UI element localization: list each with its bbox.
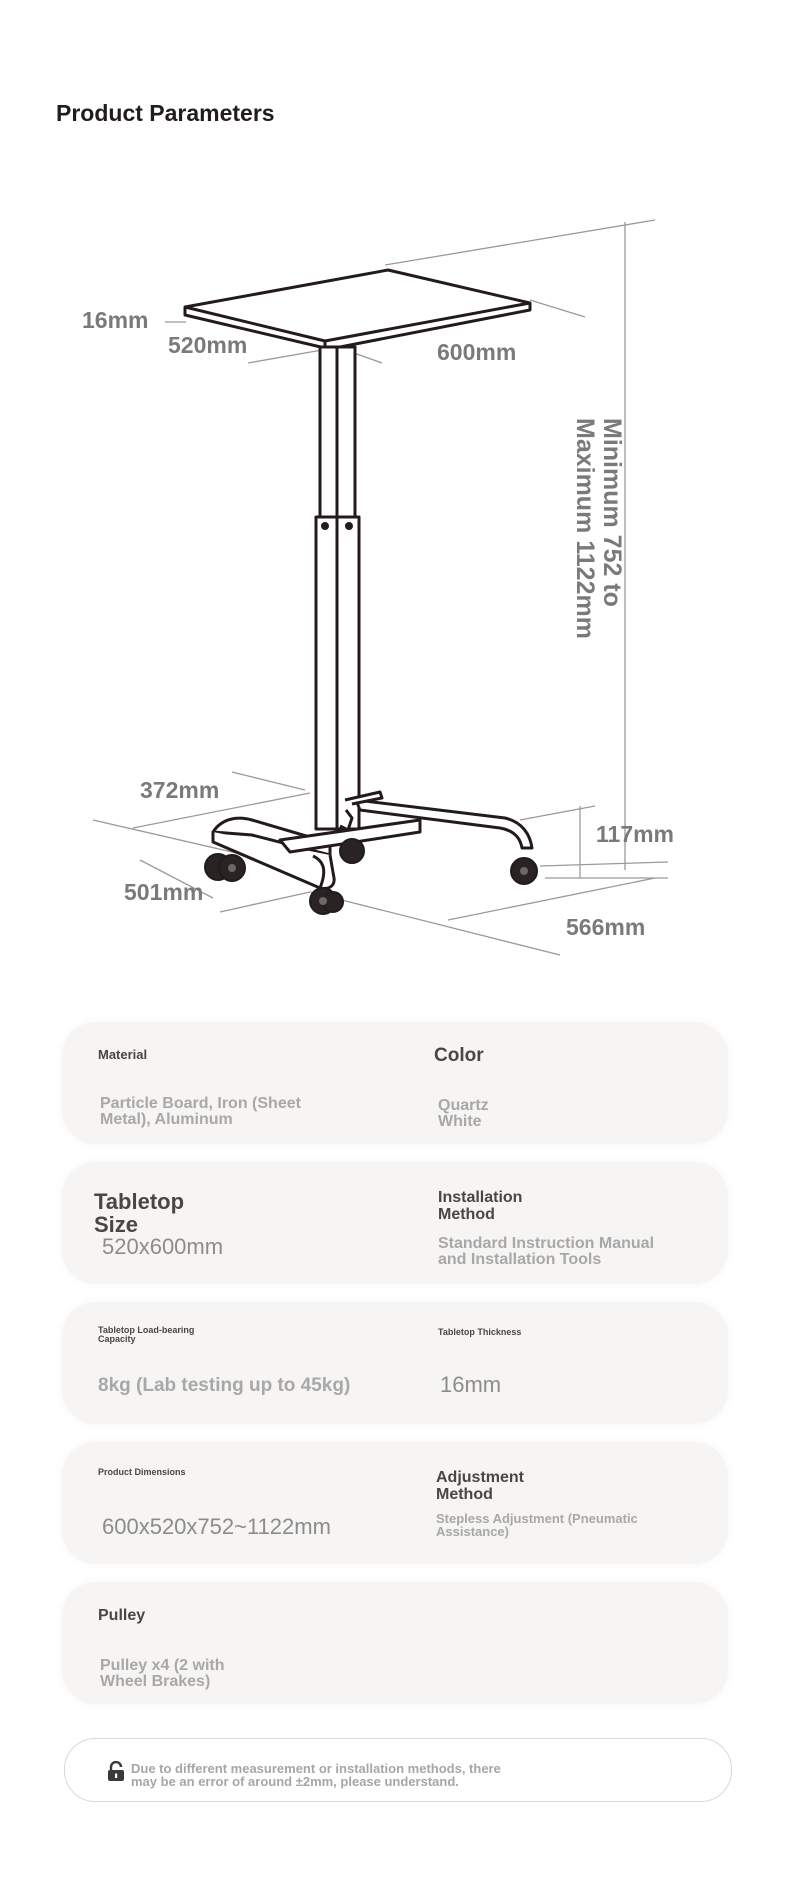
- spec-value-installation-method: Standard Instruction Manual and Installation Tools: [438, 1235, 655, 1268]
- note-text: Due to different measurement or installation methods, there may be an error of around ±2mm, please understand.: [131, 1761, 501, 1789]
- spec-label-tabletop-size: Tabletop Size: [94, 1189, 185, 1238]
- spec-label-material: Material: [98, 1047, 148, 1062]
- spec-label-load-capacity: Tabletop Load-bearing Capacity: [98, 1325, 195, 1345]
- spec-card-material-color: [62, 1022, 728, 1144]
- desk-dimension-diagram: [0, 200, 790, 1000]
- page-title: Product Parameters: [56, 100, 275, 126]
- spec-value-tabletop-size: 520x600mm: [102, 1234, 224, 1259]
- spec-label-installation-method: Installation Method: [438, 1189, 523, 1223]
- spec-value-pulley: Pulley x4 (2 with Wheel Brakes): [100, 1657, 225, 1690]
- dim-length: 600mm: [437, 339, 517, 365]
- spec-label-pulley: Pulley: [98, 1607, 146, 1624]
- spec-card-size-installation: [62, 1162, 728, 1284]
- spec-label-adjustment-method: Adjustment Method: [436, 1469, 524, 1503]
- spec-value-load-capacity: 8kg (Lab testing up to 45kg): [98, 1375, 351, 1396]
- spec-card-dimensions-adjustment: [62, 1442, 728, 1564]
- dim-width: 520mm: [168, 332, 248, 358]
- spec-label-tabletop-thickness: Tabletop Thickness: [438, 1327, 522, 1337]
- spec-card-load-thickness: [62, 1302, 728, 1424]
- dim-height-range: Minimum 752 to Maximum 1122mm: [571, 418, 626, 639]
- dim-base-length: 566mm: [566, 914, 646, 940]
- spec-value-color: Quartz White: [438, 1097, 489, 1130]
- measurement-note: [64, 1738, 732, 1802]
- spec-label-color: Color: [434, 1045, 484, 1066]
- spec-card-pulley: [62, 1582, 728, 1704]
- dim-thickness: 16mm: [82, 307, 149, 333]
- dim-base-width: 501mm: [124, 879, 204, 905]
- dim-base-depth: 372mm: [140, 777, 220, 803]
- dim-wheel-height: 117mm: [596, 821, 675, 847]
- spec-value-adjustment-method: Stepless Adjustment (Pneumatic Assistance): [436, 1511, 638, 1539]
- spec-value-product-dimensions: 600x520x752~1122mm: [102, 1514, 331, 1539]
- spec-label-product-dimensions: Product Dimensions: [98, 1467, 186, 1477]
- spec-value-tabletop-thickness: 16mm: [440, 1372, 502, 1397]
- lock-icon: [107, 1761, 125, 1781]
- spec-value-material: Particle Board, Iron (Sheet Metal), Aluminum: [100, 1095, 301, 1128]
